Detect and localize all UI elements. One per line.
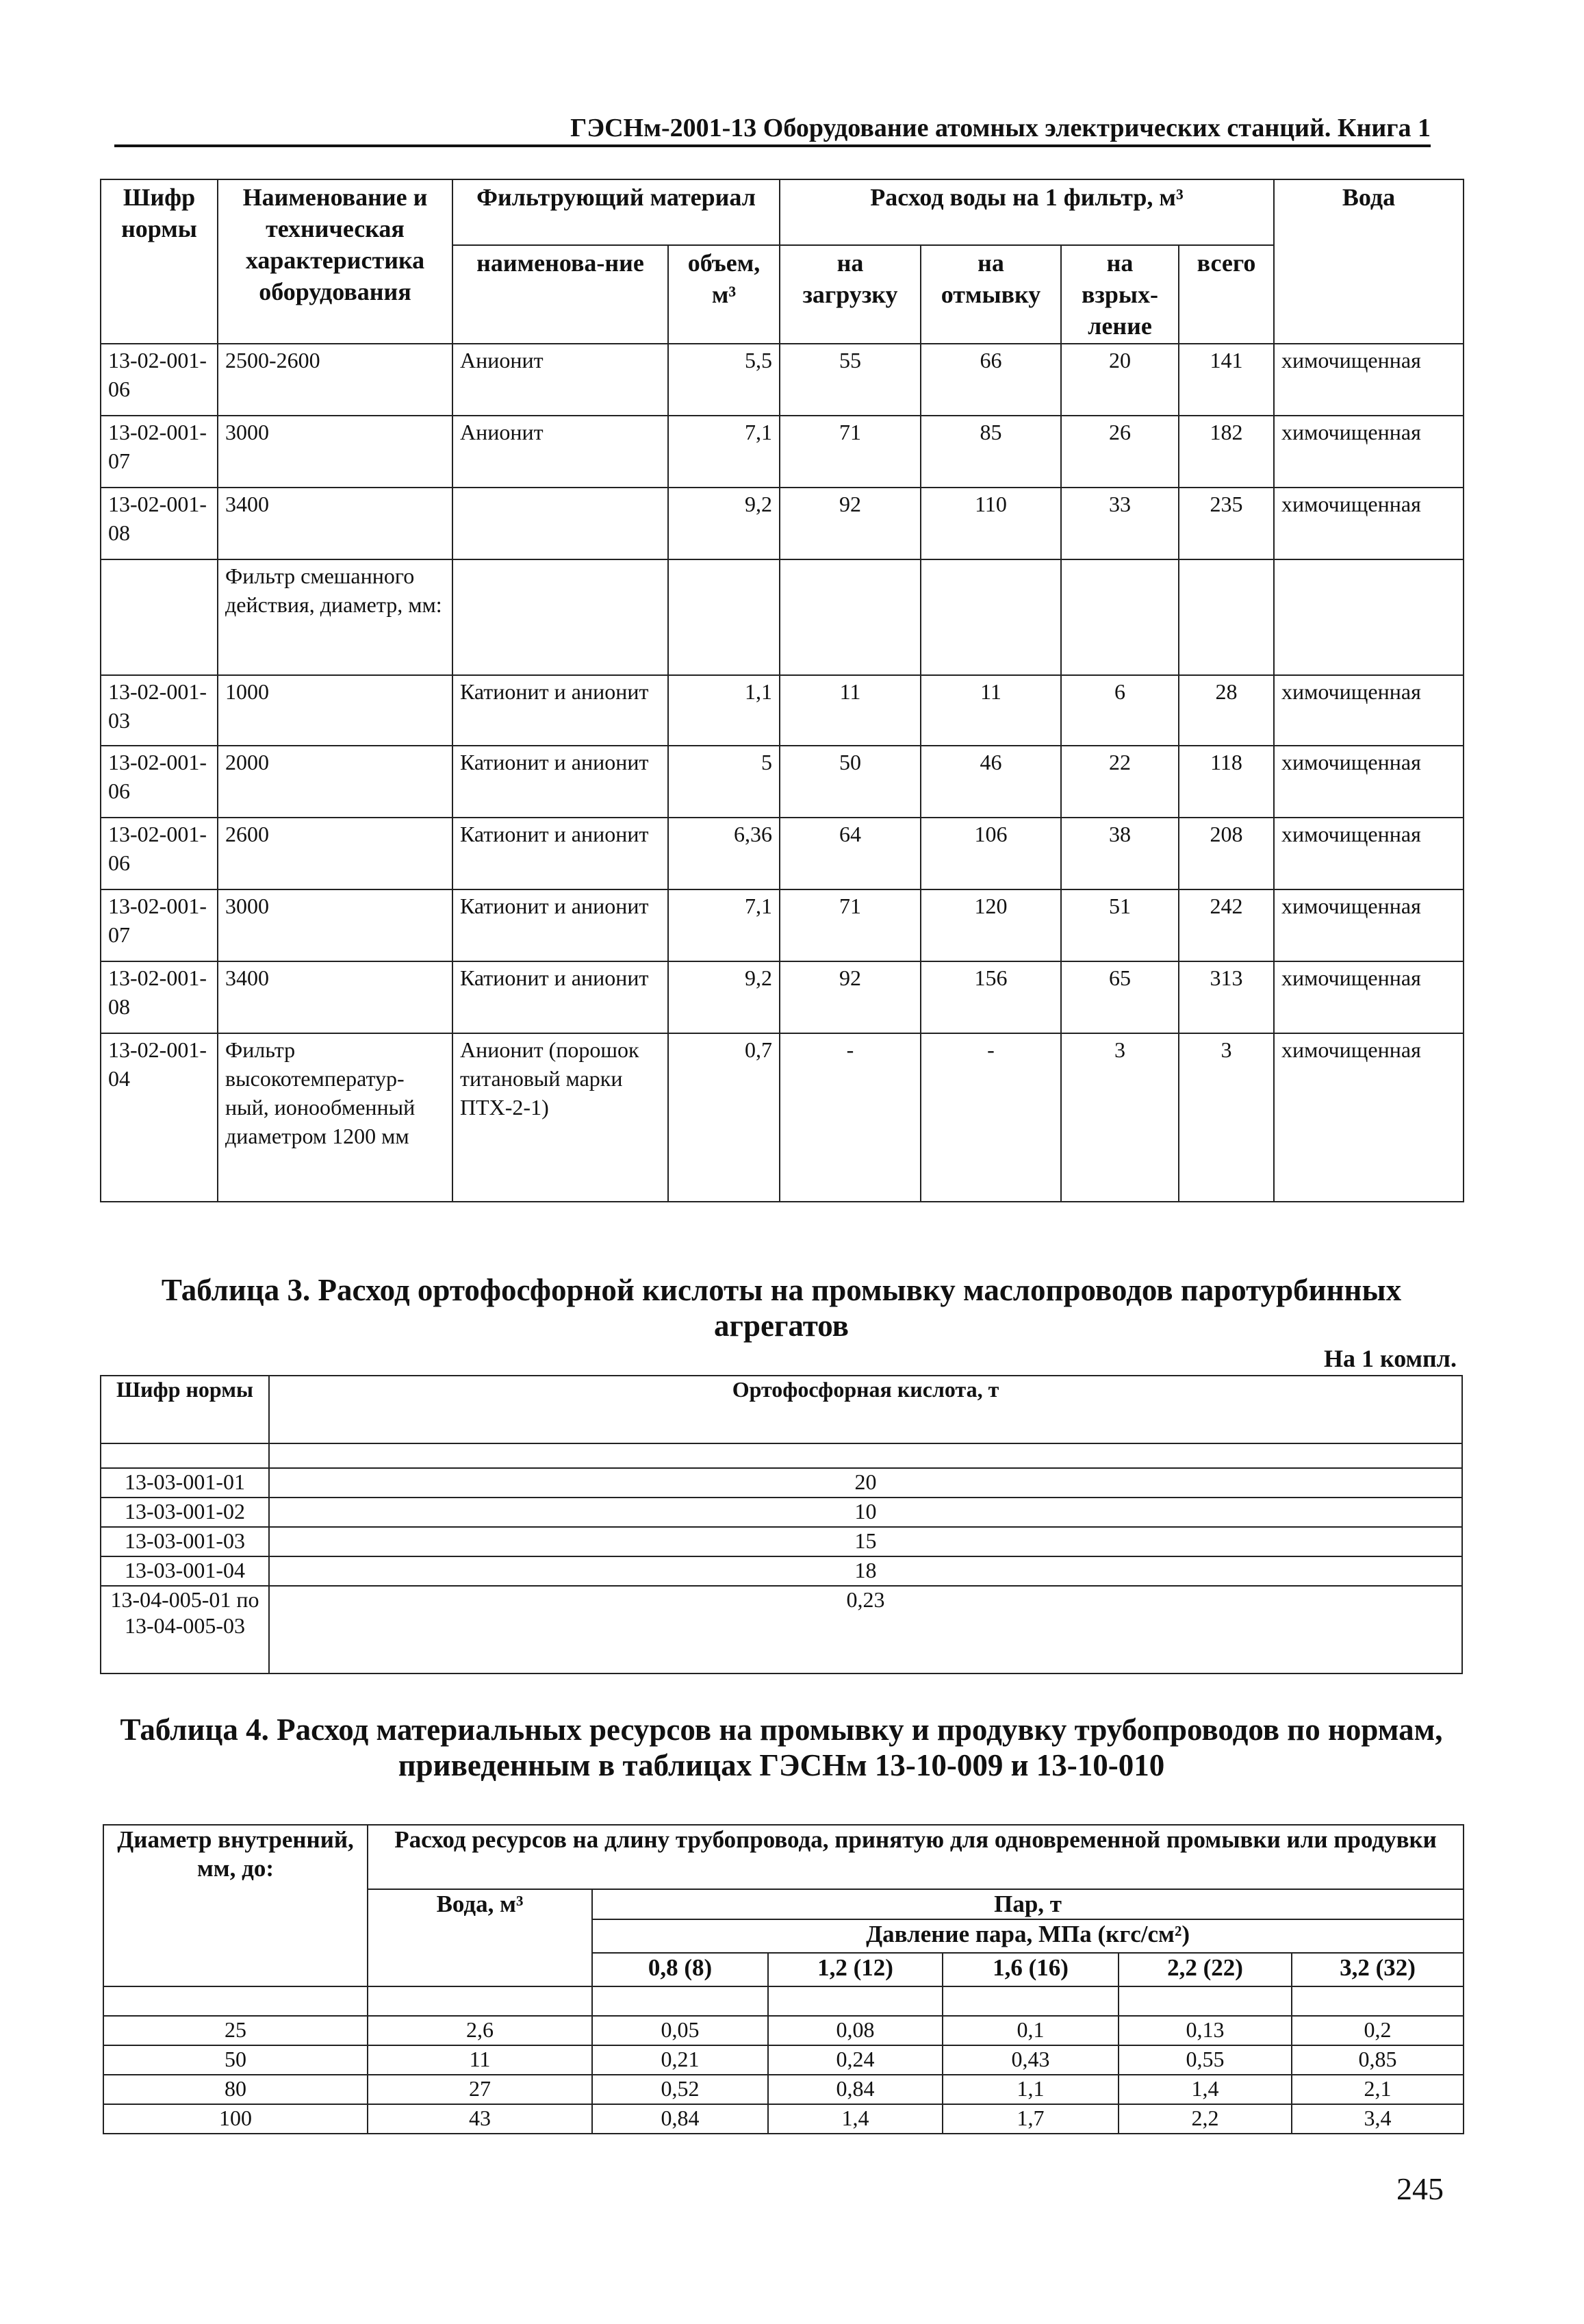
table-row <box>101 889 1464 961</box>
water-cell: 2,6 <box>368 2016 592 2045</box>
code-cell: 13-03-001-03 <box>101 1527 269 1556</box>
volume-cell: 7,1 <box>668 416 780 488</box>
code-cell <box>101 559 218 675</box>
empty-cell <box>368 1986 592 2016</box>
table-row <box>101 559 1464 675</box>
loosen-cell: 22 <box>1061 746 1179 818</box>
name-cell: 2500-2600 <box>218 344 452 416</box>
code-cell: 13-02-001-07 <box>101 416 218 488</box>
wash-cell: 85 <box>921 416 1061 488</box>
steam-cell: 0,08 <box>768 2016 943 2045</box>
steam-cell: 3,4 <box>1292 2104 1464 2134</box>
steam-cell: 0,1 <box>943 2016 1119 2045</box>
material-cell: Анионит (порошок титановый марки ПТХ-2-1) <box>452 1033 668 1202</box>
volume-cell: 5,5 <box>668 344 780 416</box>
load-cell: 92 <box>780 488 921 559</box>
header-pressure-value: 3,2 (32) <box>1292 1953 1464 1986</box>
load-cell: 64 <box>780 818 921 889</box>
volume-cell: 5 <box>668 746 780 818</box>
table-row <box>103 2104 1464 2134</box>
table-row <box>101 416 1464 488</box>
empty-cell <box>101 1443 269 1468</box>
steam-cell: 2,2 <box>1119 2104 1292 2134</box>
loosen-cell: 3 <box>1061 1033 1179 1202</box>
water-cell: 11 <box>368 2045 592 2075</box>
code-cell: 13-03-001-02 <box>101 1498 269 1527</box>
code-cell: 13-02-001-07 <box>101 889 218 961</box>
header-material-volume: объем, м³ <box>668 245 780 344</box>
water-cell: химочищенная <box>1274 1033 1464 1202</box>
page-number: 245 <box>1396 2171 1444 2206</box>
code-cell: 13-02-001-04 <box>101 1033 218 1202</box>
steam-cell: 0,84 <box>592 2104 768 2134</box>
diameter-cell: 50 <box>103 2045 368 2075</box>
total-cell: 313 <box>1179 961 1274 1033</box>
load-cell <box>780 559 921 675</box>
steam-cell: 0,2 <box>1292 2016 1464 2045</box>
material-cell <box>452 488 668 559</box>
table-row <box>101 675 1464 746</box>
name-cell: Фильтр смешанного действия, диаметр, мм: <box>218 559 452 675</box>
header-name: Наименование и техническая характеристика оборудования <box>218 179 452 344</box>
volume-cell: 0,7 <box>668 1033 780 1202</box>
acid-cell: 10 <box>269 1498 1462 1527</box>
name-cell: 1000 <box>218 675 452 746</box>
material-cell: Катионит и анионит <box>452 818 668 889</box>
material-cell: Анионит <box>452 344 668 416</box>
wash-cell: 110 <box>921 488 1061 559</box>
water-cell: химочищенная <box>1274 961 1464 1033</box>
total-cell: 208 <box>1179 818 1274 889</box>
steam-cell: 1,4 <box>1119 2075 1292 2104</box>
water-cell: 27 <box>368 2075 592 2104</box>
empty-cell <box>269 1443 1462 1468</box>
water-cell: 43 <box>368 2104 592 2134</box>
empty-cell <box>943 1986 1119 2016</box>
water-cell: химочищенная <box>1274 416 1464 488</box>
material-cell: Анионит <box>452 416 668 488</box>
load-cell: 92 <box>780 961 921 1033</box>
header-pressure-value: 2,2 (22) <box>1119 1953 1292 1986</box>
table-row <box>103 2075 1464 2104</box>
loosen-cell: 33 <box>1061 488 1179 559</box>
steam-cell: 0,55 <box>1119 2045 1292 2075</box>
code-cell: 13-02-001-06 <box>101 344 218 416</box>
header-diameter: Диаметр внутренний, мм, до: <box>103 1825 368 1986</box>
header-steam: Пар, т <box>592 1889 1464 1919</box>
water-cell: химочищенная <box>1274 488 1464 559</box>
material-cell: Катионит и анионит <box>452 889 668 961</box>
diameter-cell: 80 <box>103 2075 368 2104</box>
empty-cell <box>103 1986 368 2016</box>
water-consumption-table <box>100 179 1464 1202</box>
water-cell: химочищенная <box>1274 675 1464 746</box>
volume-cell: 6,36 <box>668 818 780 889</box>
total-cell: 118 <box>1179 746 1274 818</box>
load-cell: 71 <box>780 889 921 961</box>
empty-cell <box>1292 1986 1464 2016</box>
table-row <box>103 2016 1464 2045</box>
load-cell: 11 <box>780 675 921 746</box>
table-row <box>101 488 1464 559</box>
steam-cell: 0,52 <box>592 2075 768 2104</box>
code-cell: 13-02-001-08 <box>101 961 218 1033</box>
header-material: Фильтрующий материал <box>452 179 780 245</box>
water-cell: химочищенная <box>1274 746 1464 818</box>
diameter-cell: 100 <box>103 2104 368 2134</box>
header-load: на загрузку <box>780 245 921 344</box>
steam-cell: 1,7 <box>943 2104 1119 2134</box>
table-row <box>101 1586 1462 1673</box>
steam-cell: 0,21 <box>592 2045 768 2075</box>
header-water-per-filter: Расход воды на 1 фильтр, м³ <box>780 179 1274 245</box>
volume-cell: 1,1 <box>668 675 780 746</box>
name-cell: 3000 <box>218 416 452 488</box>
code-cell: 13-03-001-04 <box>101 1556 269 1586</box>
table-row <box>101 1498 1462 1527</box>
table-row <box>103 2045 1464 2075</box>
total-cell <box>1179 559 1274 675</box>
table-row <box>101 344 1464 416</box>
code-cell: 13-02-001-06 <box>101 818 218 889</box>
acid-cell: 18 <box>269 1556 1462 1586</box>
volume-cell: 9,2 <box>668 961 780 1033</box>
total-cell: 182 <box>1179 416 1274 488</box>
steam-cell: 0,24 <box>768 2045 943 2075</box>
empty-cell <box>1119 1986 1292 2016</box>
wash-cell: - <box>921 1033 1061 1202</box>
header-water: Вода <box>1274 179 1464 344</box>
loosen-cell: 65 <box>1061 961 1179 1033</box>
header-code: Шифр нормы <box>101 1376 269 1443</box>
material-cell <box>452 559 668 675</box>
code-cell: 13-03-001-01 <box>101 1468 269 1498</box>
loosen-cell: 20 <box>1061 344 1179 416</box>
header-resources: Расход ресурсов на длину трубопровода, принятую для одновременной промывки или продувки <box>368 1825 1464 1889</box>
table-row <box>101 961 1464 1033</box>
empty-cell <box>592 1986 768 2016</box>
table4-title: Таблица 4. Расход материальных ресурсов на промывку и продувку трубопроводов по нормам, приведенным в таблицах ГЭСНм 13-10-009 и 13-10-010 <box>120 1713 1443 1782</box>
steam-cell: 0,05 <box>592 2016 768 2045</box>
wash-cell: 11 <box>921 675 1061 746</box>
steam-cell: 2,1 <box>1292 2075 1464 2104</box>
volume-cell: 7,1 <box>668 889 780 961</box>
wash-cell: 66 <box>921 344 1061 416</box>
header-pressure: Давление пара, МПа (кгс/см²) <box>592 1919 1464 1953</box>
loosen-cell: 26 <box>1061 416 1179 488</box>
steam-cell: 0,43 <box>943 2045 1119 2075</box>
table-row <box>101 1527 1462 1556</box>
name-cell: 3400 <box>218 488 452 559</box>
loosen-cell: 51 <box>1061 889 1179 961</box>
header-code: Шифр нормы <box>101 179 218 344</box>
material-cell: Катионит и анионит <box>452 675 668 746</box>
steam-cell: 0,84 <box>768 2075 943 2104</box>
diameter-cell: 25 <box>103 2016 368 2045</box>
volume-cell <box>668 559 780 675</box>
water-cell: химочищенная <box>1274 344 1464 416</box>
total-cell: 235 <box>1179 488 1274 559</box>
table-row <box>101 818 1464 889</box>
flushing-resources-table <box>103 1824 1464 2134</box>
wash-cell: 106 <box>921 818 1061 889</box>
water-cell: химочищенная <box>1274 818 1464 889</box>
table-row <box>101 746 1464 818</box>
acid-cell: 20 <box>269 1468 1462 1498</box>
steam-cell: 0,13 <box>1119 2016 1292 2045</box>
name-cell: 3000 <box>218 889 452 961</box>
load-cell: 55 <box>780 344 921 416</box>
header-wash: на отмывку <box>921 245 1061 344</box>
header-pressure-value: 0,8 (8) <box>592 1953 768 1986</box>
water-cell: химочищенная <box>1274 889 1464 961</box>
wash-cell <box>921 559 1061 675</box>
total-cell: 28 <box>1179 675 1274 746</box>
volume-cell: 9,2 <box>668 488 780 559</box>
total-cell: 242 <box>1179 889 1274 961</box>
wash-cell: 156 <box>921 961 1061 1033</box>
total-cell: 141 <box>1179 344 1274 416</box>
header-total: всего <box>1179 245 1274 344</box>
water-cell <box>1274 559 1464 675</box>
material-cell: Катионит и анионит <box>452 961 668 1033</box>
name-cell: Фильтр высокотемператур-ный, ионообменный диаметром 1200 мм <box>218 1033 452 1202</box>
wash-cell: 46 <box>921 746 1061 818</box>
code-cell: 13-02-001-08 <box>101 488 218 559</box>
loosen-cell <box>1061 559 1179 675</box>
load-cell: 50 <box>780 746 921 818</box>
table3-title: Таблица 3. Расход ортофосфорной кислоты на промывку маслопроводов паротурбинных агрегатов <box>161 1273 1402 1343</box>
header-pressure-value: 1,6 (16) <box>943 1953 1119 1986</box>
load-cell: 71 <box>780 416 921 488</box>
header-pressure-value: 1,2 (12) <box>768 1953 943 1986</box>
code-cell: 13-04-005-01 по 13-04-005-03 <box>101 1586 269 1673</box>
header-loosen: на взрых-ление <box>1061 245 1179 344</box>
name-cell: 2000 <box>218 746 452 818</box>
name-cell: 2600 <box>218 818 452 889</box>
steam-cell: 1,4 <box>768 2104 943 2134</box>
table3-unit: На 1 компл. <box>1323 1345 1457 1372</box>
material-cell: Катионит и анионит <box>452 746 668 818</box>
steam-cell: 1,1 <box>943 2075 1119 2104</box>
acid-cell: 15 <box>269 1527 1462 1556</box>
loosen-cell: 38 <box>1061 818 1179 889</box>
phosphoric-acid-table <box>100 1375 1463 1674</box>
steam-cell: 0,85 <box>1292 2045 1464 2075</box>
code-cell: 13-02-001-06 <box>101 746 218 818</box>
header-acid: Ортофосфорная кислота, т <box>269 1376 1462 1443</box>
table-row <box>101 1033 1464 1202</box>
header-water: Вода, м³ <box>368 1889 592 1986</box>
acid-cell: 0,23 <box>269 1586 1462 1673</box>
name-cell: 3400 <box>218 961 452 1033</box>
empty-cell <box>768 1986 943 2016</box>
loosen-cell: 6 <box>1061 675 1179 746</box>
running-head: ГЭСНм-2001-13 Оборудование атомных электрических станций. Книга 1 <box>114 113 1431 147</box>
table-row <box>101 1556 1462 1586</box>
header-material-name: наименова-ние <box>452 245 668 344</box>
table-row <box>101 1468 1462 1498</box>
wash-cell: 120 <box>921 889 1061 961</box>
load-cell: - <box>780 1033 921 1202</box>
total-cell: 3 <box>1179 1033 1274 1202</box>
code-cell: 13-02-001-03 <box>101 675 218 746</box>
